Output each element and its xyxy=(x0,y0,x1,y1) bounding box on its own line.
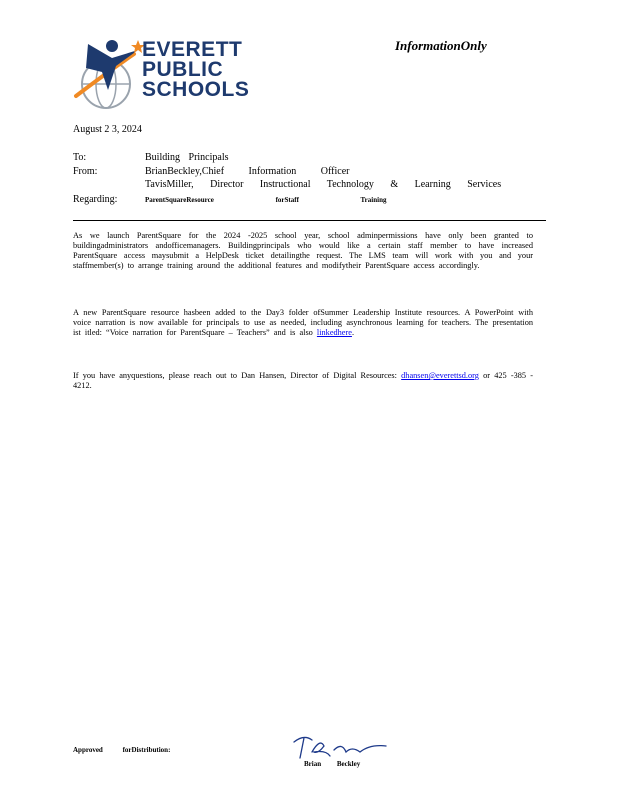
information-only-notice: InformationOnly xyxy=(395,38,487,53)
signer-name: Brian Beckley xyxy=(304,760,361,768)
paragraph-1: As we launch ParentSquare for the 2024 -2025 school year, school adminpermissions have only been granted to buildingadministrators andofficemanagers. Buildingprincipals who would like a certain staff member to have increased ParentSquare access maysubmit a HelpDesk ticket detailingthe request. The LMS team will work with you and your staffmember(s) to arrange training around the additional features and modifytheir ParentSquare access accordingly. xyxy=(73,231,533,270)
paragraph-3-end: or 425 -385 - 4212. xyxy=(73,371,533,390)
paragraph-2 xyxy=(73,308,533,338)
logo-line-1: EVERETT xyxy=(142,38,243,61)
paragraph-3-text: If you have anyquestions, please reach out to Dan Hansen, Director of Digital Resources: xyxy=(73,371,397,380)
logo-figure-icon xyxy=(72,36,144,112)
regarding-value: ParentSquareResource forStaff Training xyxy=(145,196,387,204)
district-logo xyxy=(72,36,257,112)
to-value: Building Principals xyxy=(145,152,229,163)
approved-label: Approved forDistribution: xyxy=(73,746,171,754)
regarding-label: Regarding: xyxy=(73,194,118,205)
header-divider xyxy=(73,220,546,221)
memo-date: August 2 3, 2024 xyxy=(73,124,142,135)
paragraph-2-text: A new ParentSquare resource hasbeen added to the Day3 folder ofSummer Leadership Institute resources. A PowerPoint with voice narration is now available for principals to use as needed, including asynchronous learning for teachers. The presentation ist itled: “Voice narration for ParentSquare – Teachers” and is also xyxy=(73,308,533,337)
logo-line-2: PUBLIC xyxy=(142,58,224,81)
paragraph-2-end: . xyxy=(351,328,355,337)
from-value-1: BrianBeckley,Chief Information Officer xyxy=(145,166,350,177)
from-label: From: xyxy=(73,166,98,177)
logo-wordmark xyxy=(142,40,249,100)
logo-line-3: SCHOOLS xyxy=(142,78,250,101)
from-value-2: TavisMiller, Director Instructional Technology & Learning Services xyxy=(145,179,502,190)
signature-icon xyxy=(290,732,390,762)
to-label: To: xyxy=(73,152,87,163)
paragraph-3 xyxy=(73,371,533,391)
linked-here-link[interactable]: linkedhere xyxy=(316,328,352,337)
email-link[interactable]: dhansen@everettsd.org xyxy=(401,371,479,380)
